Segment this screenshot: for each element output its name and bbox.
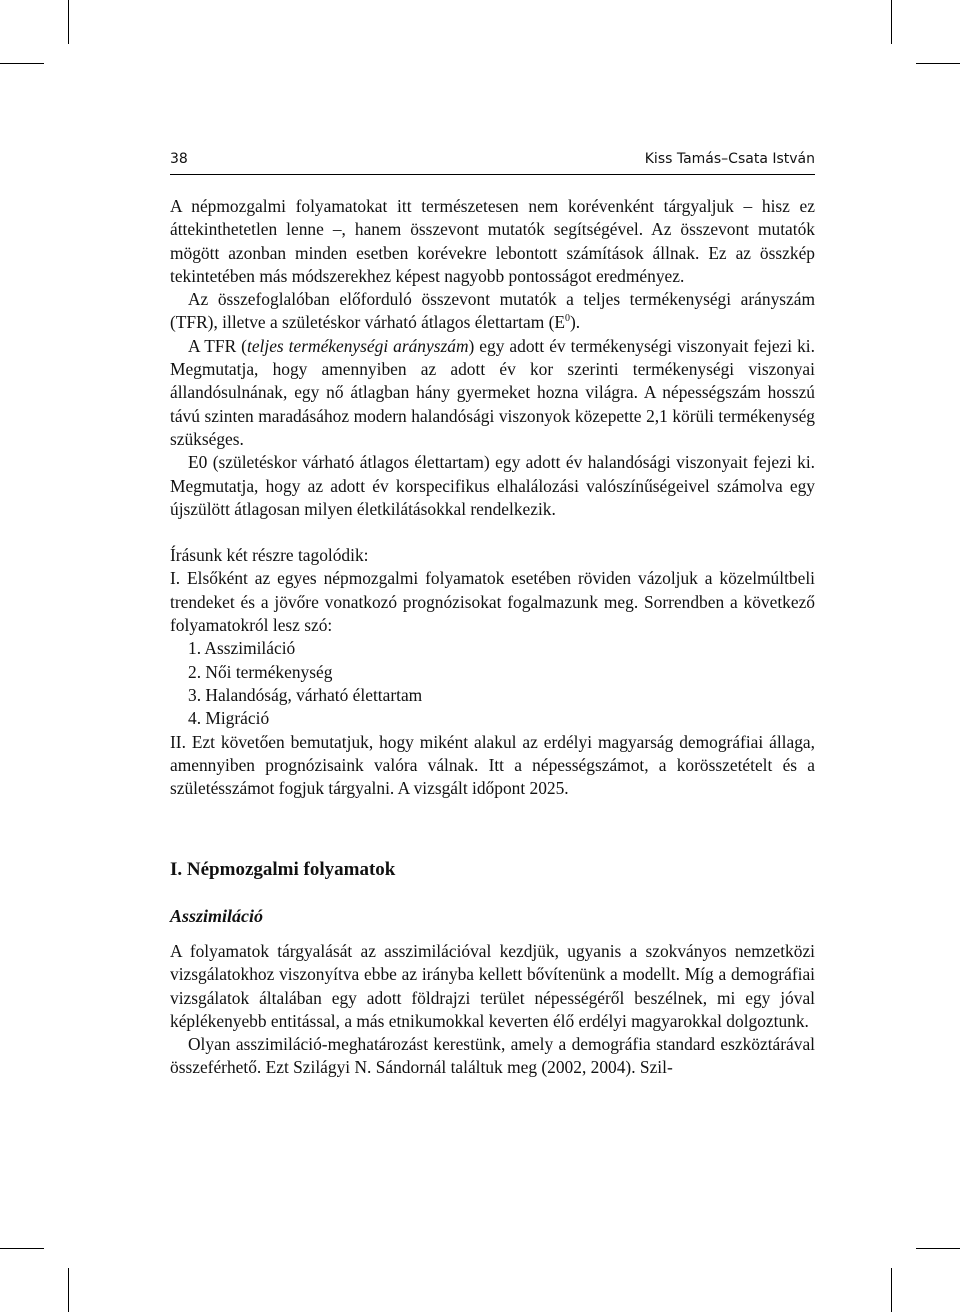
structure-part-1: I. Elsőként az egyes népmozgalmi folyamatok esetében röviden vázoljuk a közelmúltbeli trendeket és a jövőre vonatkozó prognózisokat fogalmazunk meg. Sorrendben a következő folyamatokról lesz szó: (170, 568, 815, 636)
crop-mark (0, 63, 44, 64)
text-run: ). (570, 312, 581, 333)
emphasis: teljes termékenységi arányszám (246, 335, 469, 356)
crop-mark (0, 1248, 44, 1249)
topic-list (170, 637, 815, 730)
intro-paragraph: A népmozgalmi folyamatokat itt természetesen nem korévenként tárgyaljuk – hisz ez áttekinthetetlen lenne –, hanem összevont mutatók segítségével. Az összevont mutatók mögött azonban minden esetben korévekre lebontott számítások állnak. Ez az összkép tekintetében más módszerekhez képest nagyobb pontosságot eredményez. (170, 196, 815, 286)
list-item: 2. Női termékenység (188, 661, 333, 682)
spacer (170, 521, 815, 544)
list-item: 1. Asszimiláció (188, 638, 296, 659)
text-run: A TFR ( (188, 335, 247, 356)
section-heading: I. Népmozgalmi folyamatok (170, 859, 396, 880)
section-paragraph: Olyan asszimiláció-meghatározást kerestünk, amely a demográfia standard eszköztárával összeférhető. Ezt Szilágyi N. Sándornál találtuk meg (2002, 2004). Szil- (170, 1034, 815, 1078)
crop-mark (891, 1268, 892, 1312)
intro-paragraph (170, 335, 815, 451)
text-run: ) egy adott év termékenységi viszonyait fejezi ki. Megmutatja, hogy amennyiben az adott év kor szerinti termékenységi viszonyai állandósulnának, egy nő átlagban hány gyermeket hozna világra. A népességszám hosszú távú szinten maradásához modern halandósági viszonyok közepette 2,1 körüli termékenység szükséges. (170, 335, 815, 449)
page-number: 38 (170, 151, 188, 167)
crop-mark (891, 0, 892, 44)
crop-mark (68, 1268, 69, 1312)
running-header-authors: Kiss Tamás–Csata István (644, 151, 815, 167)
crop-mark (916, 1248, 960, 1249)
crop-mark (68, 0, 69, 44)
section-text (170, 940, 815, 1080)
superscript: 0 (565, 313, 571, 325)
text-run: Az összefoglalóban előforduló összevont mutatók a teljes termékenységi arányszám (TFR), illetve a születéskor várható átlagos élettartam (E (170, 289, 815, 333)
crop-mark (916, 63, 960, 64)
section-paragraph: A folyamatok tárgyalását az asszimilációval kezdjük, ugyanis a szokványos nemzetközi vizsgálatokhoz viszonyítva ebbe az irányba kellett bővítenünk a modellt. Míg a demográfiai vizsgálatok általában egy adott földrajzi terület népességéről beszélnek, mi egy jóval képlékenyebb entitással, a más etnikumokkal keverten élő erdélyi magyarokkal dolgoztunk. (170, 941, 815, 1031)
intro-paragraph: E0 (születéskor várható átlagos élettartam) egy adott év halandósági viszonyait fejezi ki. Megmutatja, hogy az adott év korspecifikus elhalálozási valószínűségeivel számolva egy újszülött átlagosan milyen életkilátásokkal rendelkezik. (170, 452, 815, 519)
structure-part-2: II. Ezt követően bemutatjuk, hogy miként alakul az erdélyi magyarság demográfiai állaga, amennyiben prognózisaink valóra válnak. Itt a népességszámot, a korösszetételt és a születésszámot fogjuk tárgyalni. A vizsgált időpont 2025. (170, 731, 815, 799)
running-header (170, 150, 815, 175)
list-item: 4. Migráció (188, 708, 270, 729)
intro-paragraph (170, 288, 815, 335)
structure-lead: Írásunk két részre tagolódik: (170, 545, 369, 566)
subsection-heading: Asszimiláció (170, 906, 264, 926)
list-item: 3. Halandóság, várható élettartam (188, 684, 423, 705)
intro-text (170, 195, 815, 800)
